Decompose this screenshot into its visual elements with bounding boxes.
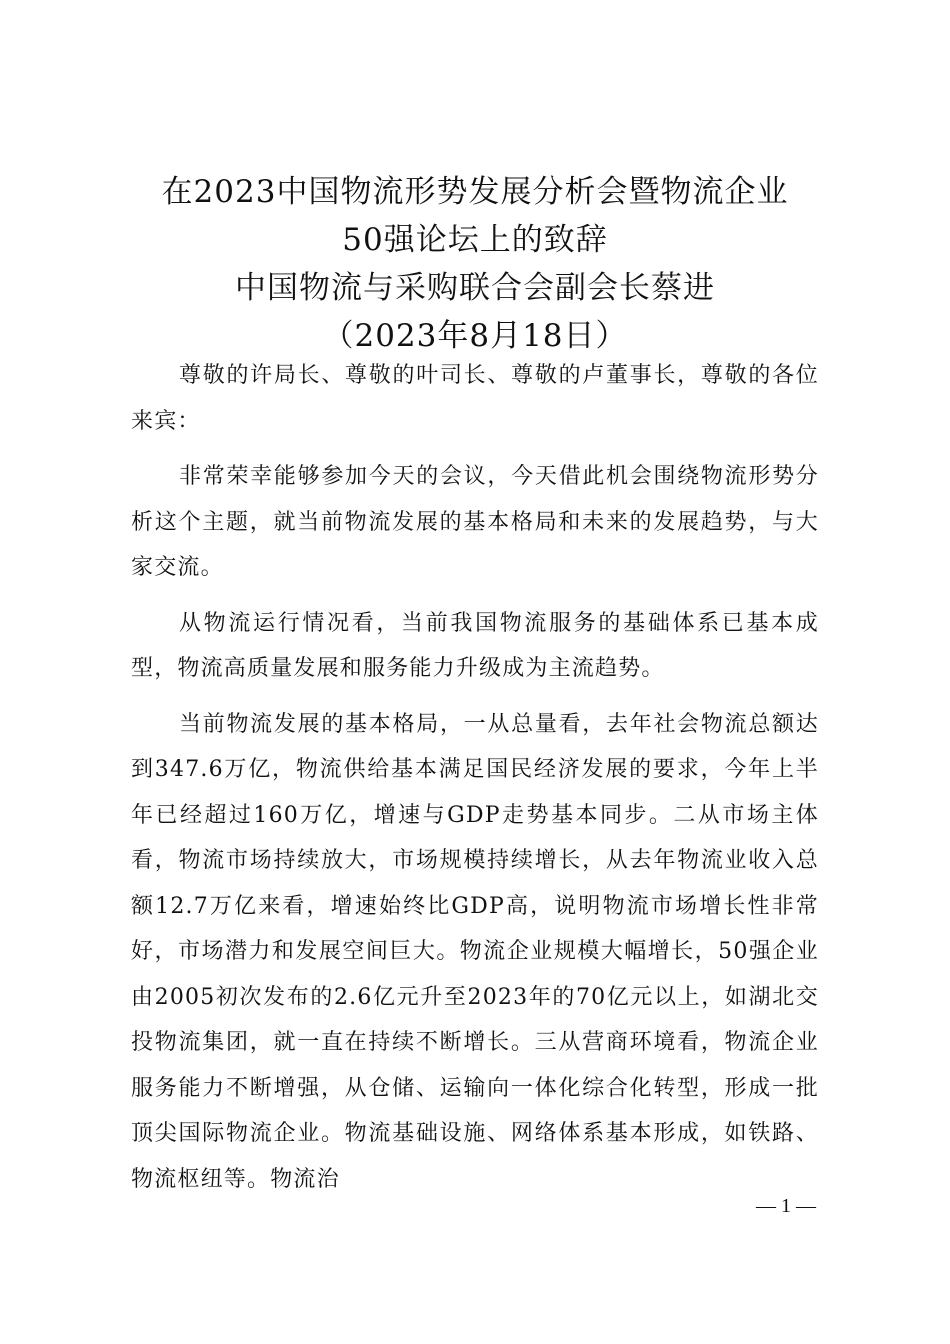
paragraph-overview: 从物流运行情况看，当前我国物流服务的基础体系已基本成型，物流高质量发展和服务能力升级成为主流趋势。 — [131, 610, 819, 681]
speech-body — [131, 353, 819, 1212]
title-line-1: 在2023中国物流形势发展分析会暨物流企业 — [161, 174, 789, 210]
document-title — [0, 168, 950, 360]
paragraph-intro: 非常荣幸能够参加今天的会议，今天借此机会围绕物流形势分析这个主题，就当前物流发展的基本格局和未来的发展趋势，与大家交流。 — [131, 464, 819, 580]
paragraph-pattern: 当前物流发展的基本格局，一从总量看，去年社会物流总额达到347.6万亿，物流供给基本满足国民经济发展的要求，今年上半年已经超过160万亿，增速与GDP走势基本同步。二从市场主体看，物流市场持续放大，市场规模持续增长，从去年物流业收入总额12.7万亿来看，增速始终比GDP高，说明物流市场增长性非常好，市场潜力和发展空间巨大。物流企业规模大幅增长，50强企业由2005初次发布的2.6亿元升至2023年的70亿元以上，如湖北交投物流集团，就一直在持续不断增长。三从营商环境看，物流企业服务能力不断增强，从仓储、运输向一体化综合化转型，形成一批顶尖国际物流企业。物流基础设施、网络体系基本形成，如铁路、物流枢纽等。物流治 — [131, 711, 819, 1192]
paragraph-greeting: 尊敬的许局长、尊敬的叶司长、尊敬的卢董事长，尊敬的各位来宾： — [131, 363, 819, 434]
speaker-line: 中国物流与采购联合会副会长蔡进 — [235, 270, 715, 306]
date-line: （2023年8月18日） — [322, 318, 628, 354]
page-number: — 1 — — [756, 1195, 816, 1217]
title-line-2: 50强论坛上的致辞 — [342, 222, 608, 258]
